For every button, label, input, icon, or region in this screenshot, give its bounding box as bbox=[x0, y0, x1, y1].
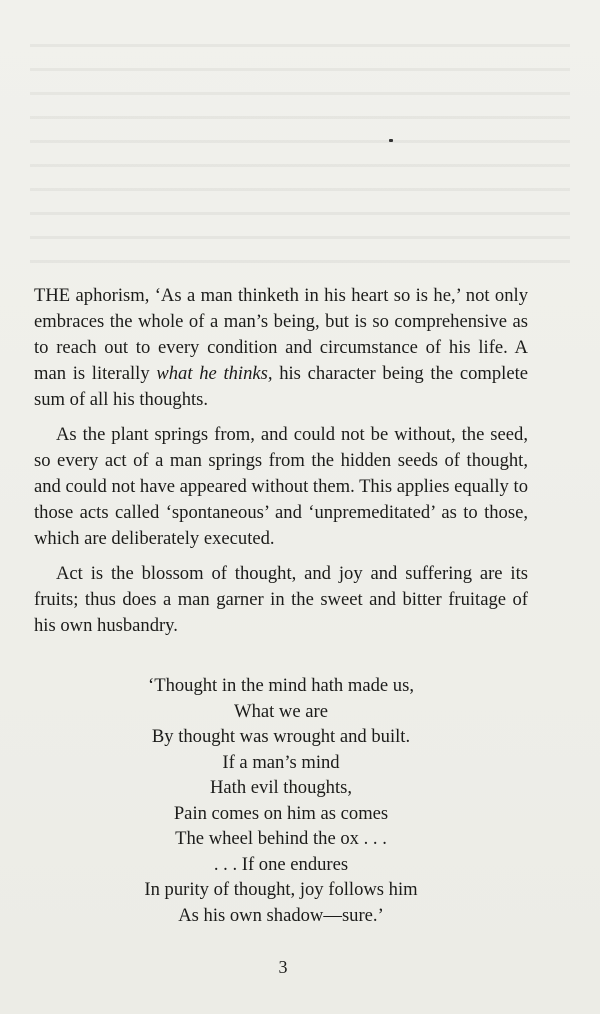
paragraph-2: As the plant springs from, and could not be without, the seed, so every act of a man springs from the hidden seeds of thought, and could not have appeared without them. This applies equally to those acts called ‘spontaneous’ and ‘unpremeditated’ as to those, which are deliberately executed. bbox=[34, 424, 528, 549]
ink-speck bbox=[389, 139, 393, 142]
verse-line: . . . If one endures bbox=[213, 853, 349, 875]
paragraph-1-text: THE aphorism, ‘As a man thinketh in his heart so is he,’ not only embraces the whole of a man’s being, but is so comprehensive as to reach out to every condition and circumstance of his life. A man is literally bbox=[34, 285, 528, 384]
page-number: 3 bbox=[278, 957, 288, 977]
verse-line: By thought was wrought and built. bbox=[151, 726, 411, 747]
paragraph-3: Act is the blossom of thought, and joy and suffering are its fruits; thus does a man garner in the sweet and bitter fruitage of his own husbandry. bbox=[34, 563, 528, 636]
paragraph-1-text-end: his character being the complete sum of all his thoughts. bbox=[34, 363, 528, 410]
paragraph-1 bbox=[34, 283, 528, 413]
verse-line: Hath evil thoughts, bbox=[209, 777, 353, 798]
verse-line: ‘Thought in the mind hath made us, bbox=[148, 675, 414, 696]
verse-quote bbox=[34, 673, 528, 928]
show-through-text bbox=[30, 30, 570, 280]
verse-line: In purity of thought, joy follows him bbox=[144, 879, 418, 900]
body-text bbox=[34, 283, 528, 648]
verse-line: The wheel behind the ox . . . bbox=[175, 828, 387, 849]
verse-line: As his own shadow—sure.’ bbox=[178, 904, 384, 926]
emphasis-what-he-thinks: what he thinks, bbox=[156, 363, 273, 384]
verse-line: If a man’s mind bbox=[222, 751, 340, 773]
verse-line: What we are bbox=[234, 700, 328, 722]
verse-line: Pain comes on him as comes bbox=[173, 802, 389, 824]
